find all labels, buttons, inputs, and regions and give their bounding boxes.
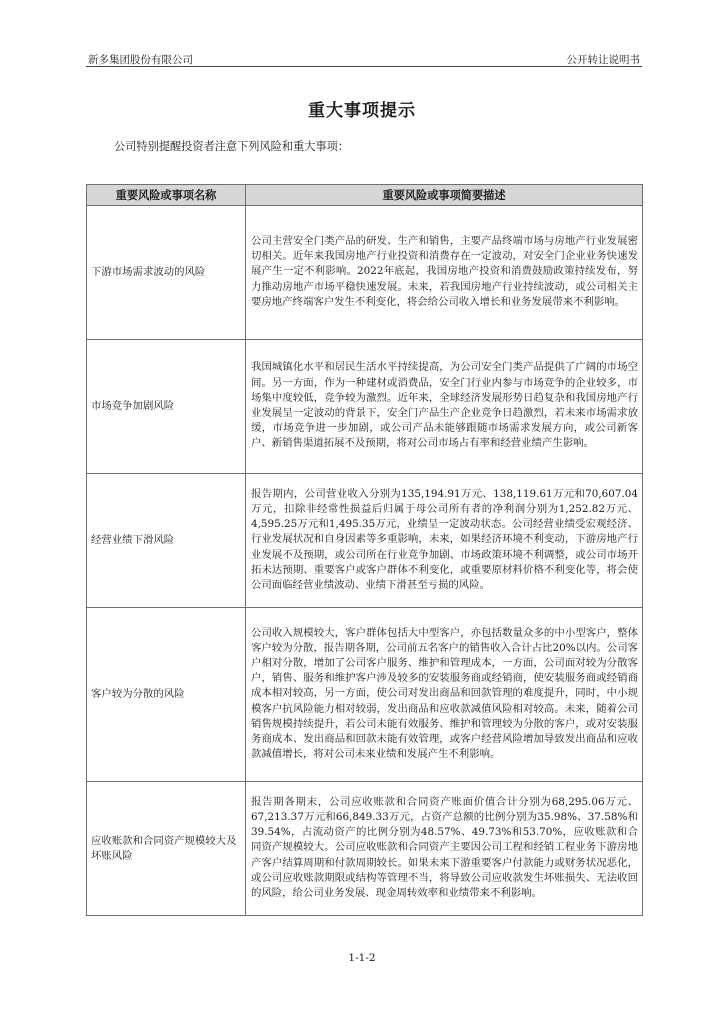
intro-text: 公司特别提醒投资者注意下列风险和重大事项： xyxy=(114,140,349,153)
risk-name: 市场竞争加剧风险 xyxy=(87,340,246,474)
table-row xyxy=(87,340,643,474)
page-number: 1-1-2 xyxy=(348,952,376,964)
table-row xyxy=(87,782,643,916)
risk-desc: 公司收入规模较大，客户群体包括大中型客户，亦包括数量众多的中小型客户，整体客户较为分散，报告期各期，公司前五名客户的销售收入合计占比20%以内。公司客户相对分散，增加了公司客户服务、维护和管理成本，一方面，公司面对较为分散客户，销售、服务和维护客户涉及较多的安装服务商或经销商，使安装服务商或经销商成本相对较高，另一方面，使公司对发出商品和回款管理的难度提升，同时，中小规模客户抗风险能力相对较弱，发出商品和应收款减值风险相对较高。未来，随着公司销售规模持续提升，若公司未能有效服务、维护和管理较为分散的客户，或对安装服务商成本、发出商品和回款未能有效管理，或客户经营风险增加导致发出商品和应收款减值增长，将对公司未来业绩和发展产生不利影响。 xyxy=(246,608,643,782)
risk-name: 经营业绩下滑风险 xyxy=(87,474,246,608)
header-company: 新多集团股份有限公司 xyxy=(88,54,193,66)
risk-table xyxy=(86,184,643,916)
risk-name: 应收账款和合同资产规模较大及坏账风险 xyxy=(87,782,246,916)
table-row xyxy=(87,608,643,782)
risk-name: 客户较为分散的风险 xyxy=(87,608,246,782)
table-row xyxy=(87,474,643,608)
table-header-row xyxy=(87,185,643,206)
header-rule xyxy=(86,66,642,67)
risk-desc: 我国城镇化水平和居民生活水平持续提高，为公司安全门类产品提供了广阔的市场空间。另一方面，作为一种建材或消费品，安全门行业内参与市场竞争的企业较多，市场集中度较低，竞争较为激烈。近年来，全球经济发展形势日趋复杂和我国房地产行业发展呈一定波动的背景下，安全门产品生产企业竞争日趋激烈，若未来市场需求放缓，市场竞争进一步加剧，或公司产品未能够跟随市场需求发展方向，或公司新客户、新销售渠道拓展不及预期，将对公司市场占有率和经营业绩产生影响。 xyxy=(246,340,643,474)
risk-desc: 报告期内，公司营业收入分别为135,194.91万元、138,119.61万元和70,607.04万元，扣除非经常性损益后归属于母公司所有者的净利润分别为1,252.82万元、4,595.25万元和1,495.35万元，业绩呈一定波动状态。公司经营业绩受宏观经济、行业发展状况和自身因素等多重影响，未来，如果经济环境不利变动，下游房地产行业发展不及预期，或公司所在行业竞争加剧、市场政策环境不利调整，或公司市场开拓未达预期、重要客户或客户群体不利变化，或重要原材料价格不利变化等，将会使公司面临经营业绩波动、业绩下滑甚至亏损的风险。 xyxy=(246,474,643,608)
header-doc-type: 公开转让说明书 xyxy=(566,54,640,66)
risk-desc: 公司主营安全门类产品的研发、生产和销售，主要产品终端市场与房地产行业发展密切相关。近年来我国房地产行业投资和消费存在一定波动，对安全门企业业务快速发展产生一定不利影响。2022年底起，我国房地产投资和消费鼓励政策持续发布，努力推动房地产市场平稳快速发展。未来，若我国房地产行业持续波动，或公司相关主要房地产终端客户发生不利变化，将会给公司收入增长和业务发展带来不利影响。 xyxy=(246,206,643,340)
header-risk-desc: 重要风险或事项简要描述 xyxy=(246,185,643,206)
risk-name: 下游市场需求波动的风险 xyxy=(87,206,246,340)
risk-desc: 报告期各期末，公司应收账款和合同资产账面价值合计分别为68,295.06万元、67,213.37万元和66,849.33万元，占资产总额的比例分别为35.98%、37.58%和39.54%，占流动资产的比例分别为48.57%、49.73%和53.70%，应收账款和合同资产规模较大。公司应收账款和合同资产主要因公司工程和经销工程业务下游房地产客户结算周期和付款周期较长。如果未来下游重要客户付款能力或财务状况恶化，或公司应收账款期限或结构等管理不当，将导致公司应收款发生坏账损失、无法收回的风险，给公司业务发展、现金周转效率和业绩带来不利影响。 xyxy=(246,782,643,916)
header-risk-name: 重要风险或事项名称 xyxy=(87,185,246,206)
table-row xyxy=(87,206,643,340)
page-title: 重大事项提示 xyxy=(308,101,416,121)
